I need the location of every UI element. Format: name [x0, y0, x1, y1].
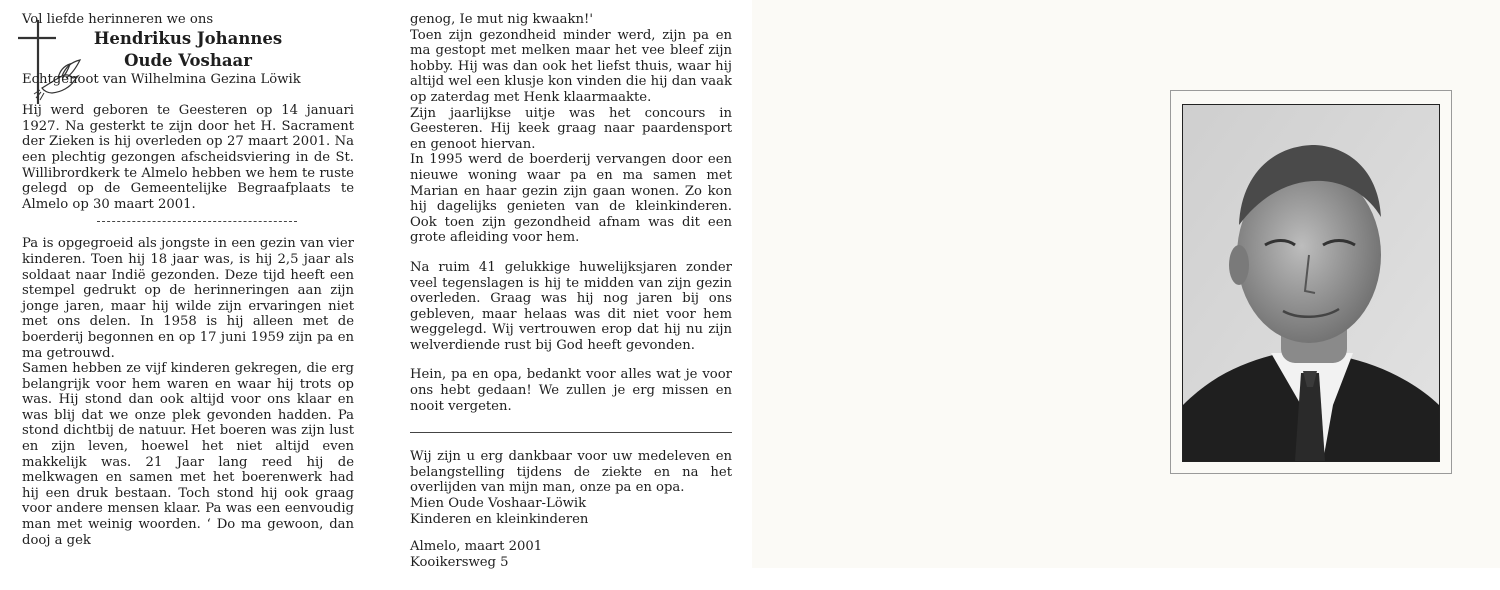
- dashed-divider: [97, 221, 297, 222]
- portrait-photo: [1182, 104, 1440, 462]
- life-paragraph-4: Toen zijn gezondheid minder werd, zijn pa en ma gestopt met melken maar het vee bleef zijn hobby. Hij was dan ook het liefst thuis, waar hij altijd wel een klusje kon vinden die hij dan vaak op zaterdag met Henk klaarmaakte.: [410, 27, 732, 105]
- deceased-name-line1: Hendrikus Johannes: [93, 28, 283, 48]
- deceased-name-line2: Oude Voshaar: [124, 50, 252, 70]
- biography-paragraph: Hij werd geboren te Geesteren op 14 januari 1927. Na gesterkt te zijn door het H. Sacrament der Zieken is hij overleden op 27 maart 2001. Na een plechtig gezongen afscheidsviering in de St. Willibrordkerk te Almelo hebben we hem te ruste gelegd op de Gemeentelijke Begraafplaats te Almelo op 30 maart 2001.: [22, 103, 354, 212]
- intro-text: Vol liefde herinneren we ons: [22, 12, 214, 27]
- life-paragraph-2: Samen hebben ze vijf kinderen gekregen, die erg belangrijk voor hem waren en waar hij trots op was. Hij stond dan ook altijd voor ons klaar en was blij dat we onze plek gevonden hadden. Pa stond dichtbij de natuur. Het boeren was zijn lust en zijn leven, hoewel het niet altijd even makkelijk was. 21 Jaar lang reed hij de melkwagen en samen met het boerenwerk had hij een druk bestaan. Toch stond hij ook graag voor andere mensen klaar. Pa was een eenvoudig man met weinig woorden. ‘ Do ma gewoon, dan dooj a gek: [22, 361, 354, 548]
- portrait-illustration: [1183, 105, 1439, 461]
- life-paragraph-1: Pa is opgegroeid als jongste in een gezin van vier kinderen. Toen hij 18 jaar was, is hij 2,5 jaar als soldaat naar Indië gezonden. Deze tijd heeft een stempel gedrukt op de herinneringen aan zijn jonge jaren, maar hij wilde zijn ervaringen niet met ons delen. In 1958 is hij alleen met de boerderij begonnen en op 17 juni 1959 zijn pa en ma getrouwd.: [22, 236, 354, 361]
- solid-divider: [410, 432, 732, 433]
- text-column-right: [410, 12, 732, 570]
- thanks-paragraph: Wij zijn u erg dankbaar voor uw medeleven en belangstelling tijdens de ziekte en na het overlijden van mijn man, onze pa en opa.: [410, 449, 732, 496]
- life-paragraph-5: Zijn jaarlijkse uitje was het concours in Geesteren. Hij keek graag naar paardensport en genoot hiervan.: [410, 105, 732, 152]
- life-paragraph-7: Na ruim 41 gelukkige huwelijksjaren zonder veel tegenslagen is hij te midden van zijn gezin overleden. Graag was hij nog jaren bij ons gebleven, maar helaas was dit niet voor hem weggelegd. Wij vertrouwen erop dat hij nu zijn welverdiende rust bij God heeft gevonden.: [410, 259, 732, 353]
- place-date: Almelo, maart 2001: [410, 539, 543, 555]
- address-line: Kooikersweg 5: [410, 554, 509, 570]
- life-paragraph-6: In 1995 werd de boerderij vervangen door een nieuwe woning waar pa en ma samen met Marian en haar gezin zijn gaan wonen. Zo kon hij dagelijks genieten van de kleinkinderen. Ook toen zijn gezondheid afnam was dit een grote afleiding voor hem.: [410, 152, 732, 246]
- portrait-frame: [1170, 90, 1452, 474]
- life-paragraph-3: genog, Ie mut nig kwaakn!': [410, 12, 593, 27]
- signature-line-1: Mien Oude Voshaar-Löwik: [410, 496, 587, 512]
- spouse-line: Echtgenoot van Wilhelmina Gezina Löwik: [22, 71, 301, 87]
- signature-line-2: Kinderen en kleinkinderen: [410, 511, 589, 527]
- text-column-left: [22, 12, 354, 548]
- farewell-paragraph: Hein, pa en opa, bedankt voor alles wat je voor ons hebt gedaan! We zullen je erg missen en nooit vergeten.: [410, 367, 732, 414]
